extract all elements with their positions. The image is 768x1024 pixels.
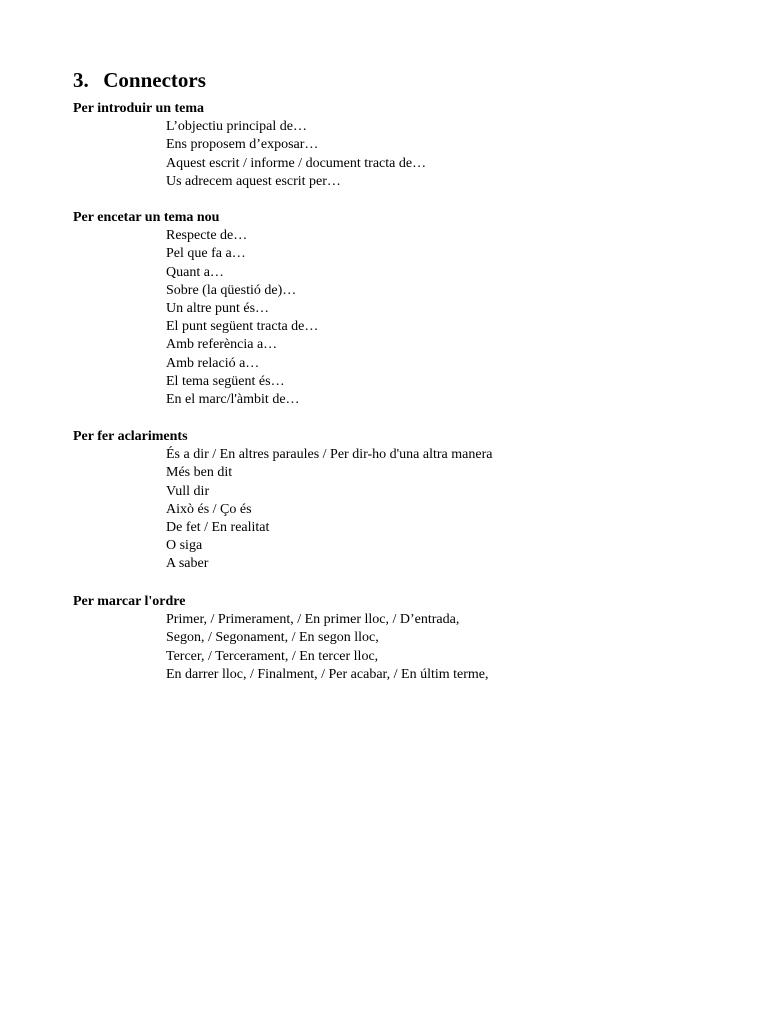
connector-item: De fet / En realitat <box>166 520 270 536</box>
connector-item: Sobre (la qüestió de)… <box>166 282 297 298</box>
connector-item: Primer, / Primerament, / En primer lloc, / D’entrada, <box>166 612 460 628</box>
connector-item: Vull dir <box>166 483 210 499</box>
connector-item: Ens proposem d’exposar… <box>166 137 319 153</box>
connector-item: El punt següent tracta de… <box>166 319 319 335</box>
connector-item: Aquest escrit / informe / document tracta de… <box>166 155 427 171</box>
connector-item: Un altre punt és… <box>166 301 270 317</box>
connector-item: Segon, / Segonament, / En segon lloc, <box>166 630 379 646</box>
connector-item: Amb referència a… <box>166 337 278 353</box>
section-number: 3. <box>73 68 89 92</box>
section-introduce-topic <box>73 100 426 191</box>
section-order <box>73 593 489 684</box>
section-title <box>73 67 206 93</box>
connector-list <box>73 611 489 684</box>
section-heading: Per introduir un tema <box>73 101 205 116</box>
section-heading: Per fer aclariments <box>73 429 188 444</box>
connector-item: O siga <box>166 538 203 554</box>
connector-item: L’objectiu principal de… <box>166 119 307 135</box>
connector-item: Amb relació a… <box>166 355 260 371</box>
connector-list <box>73 118 426 191</box>
section-title-text: Connectors <box>103 68 206 92</box>
connector-item: El tema següent és… <box>166 373 285 389</box>
section-new-topic <box>73 209 318 409</box>
connector-item: En el marc/l'àmbit de… <box>166 392 300 408</box>
connector-item: En darrer lloc, / Finalment, / Per acabar, / En últim terme, <box>166 666 489 682</box>
connector-list <box>73 446 492 573</box>
connector-item: Més ben dit <box>166 465 233 481</box>
connector-list <box>73 227 318 409</box>
connector-item: Tercer, / Tercerament, / En tercer lloc, <box>166 648 379 664</box>
connector-item: Això és / Ço és <box>166 501 252 517</box>
connector-item: Quant a… <box>166 264 224 280</box>
connector-item: Pel que fa a… <box>166 246 246 262</box>
connector-item: Us adrecem aquest escrit per… <box>166 173 341 189</box>
connector-item: Respecte de… <box>166 228 248 244</box>
section-heading: Per marcar l'ordre <box>73 594 186 609</box>
section-clarifications <box>73 428 492 574</box>
section-heading: Per encetar un tema nou <box>73 210 220 225</box>
connector-item: A saber <box>166 556 209 572</box>
connector-item: És a dir / En altres paraules / Per dir-ho d'una altra manera <box>166 447 493 463</box>
